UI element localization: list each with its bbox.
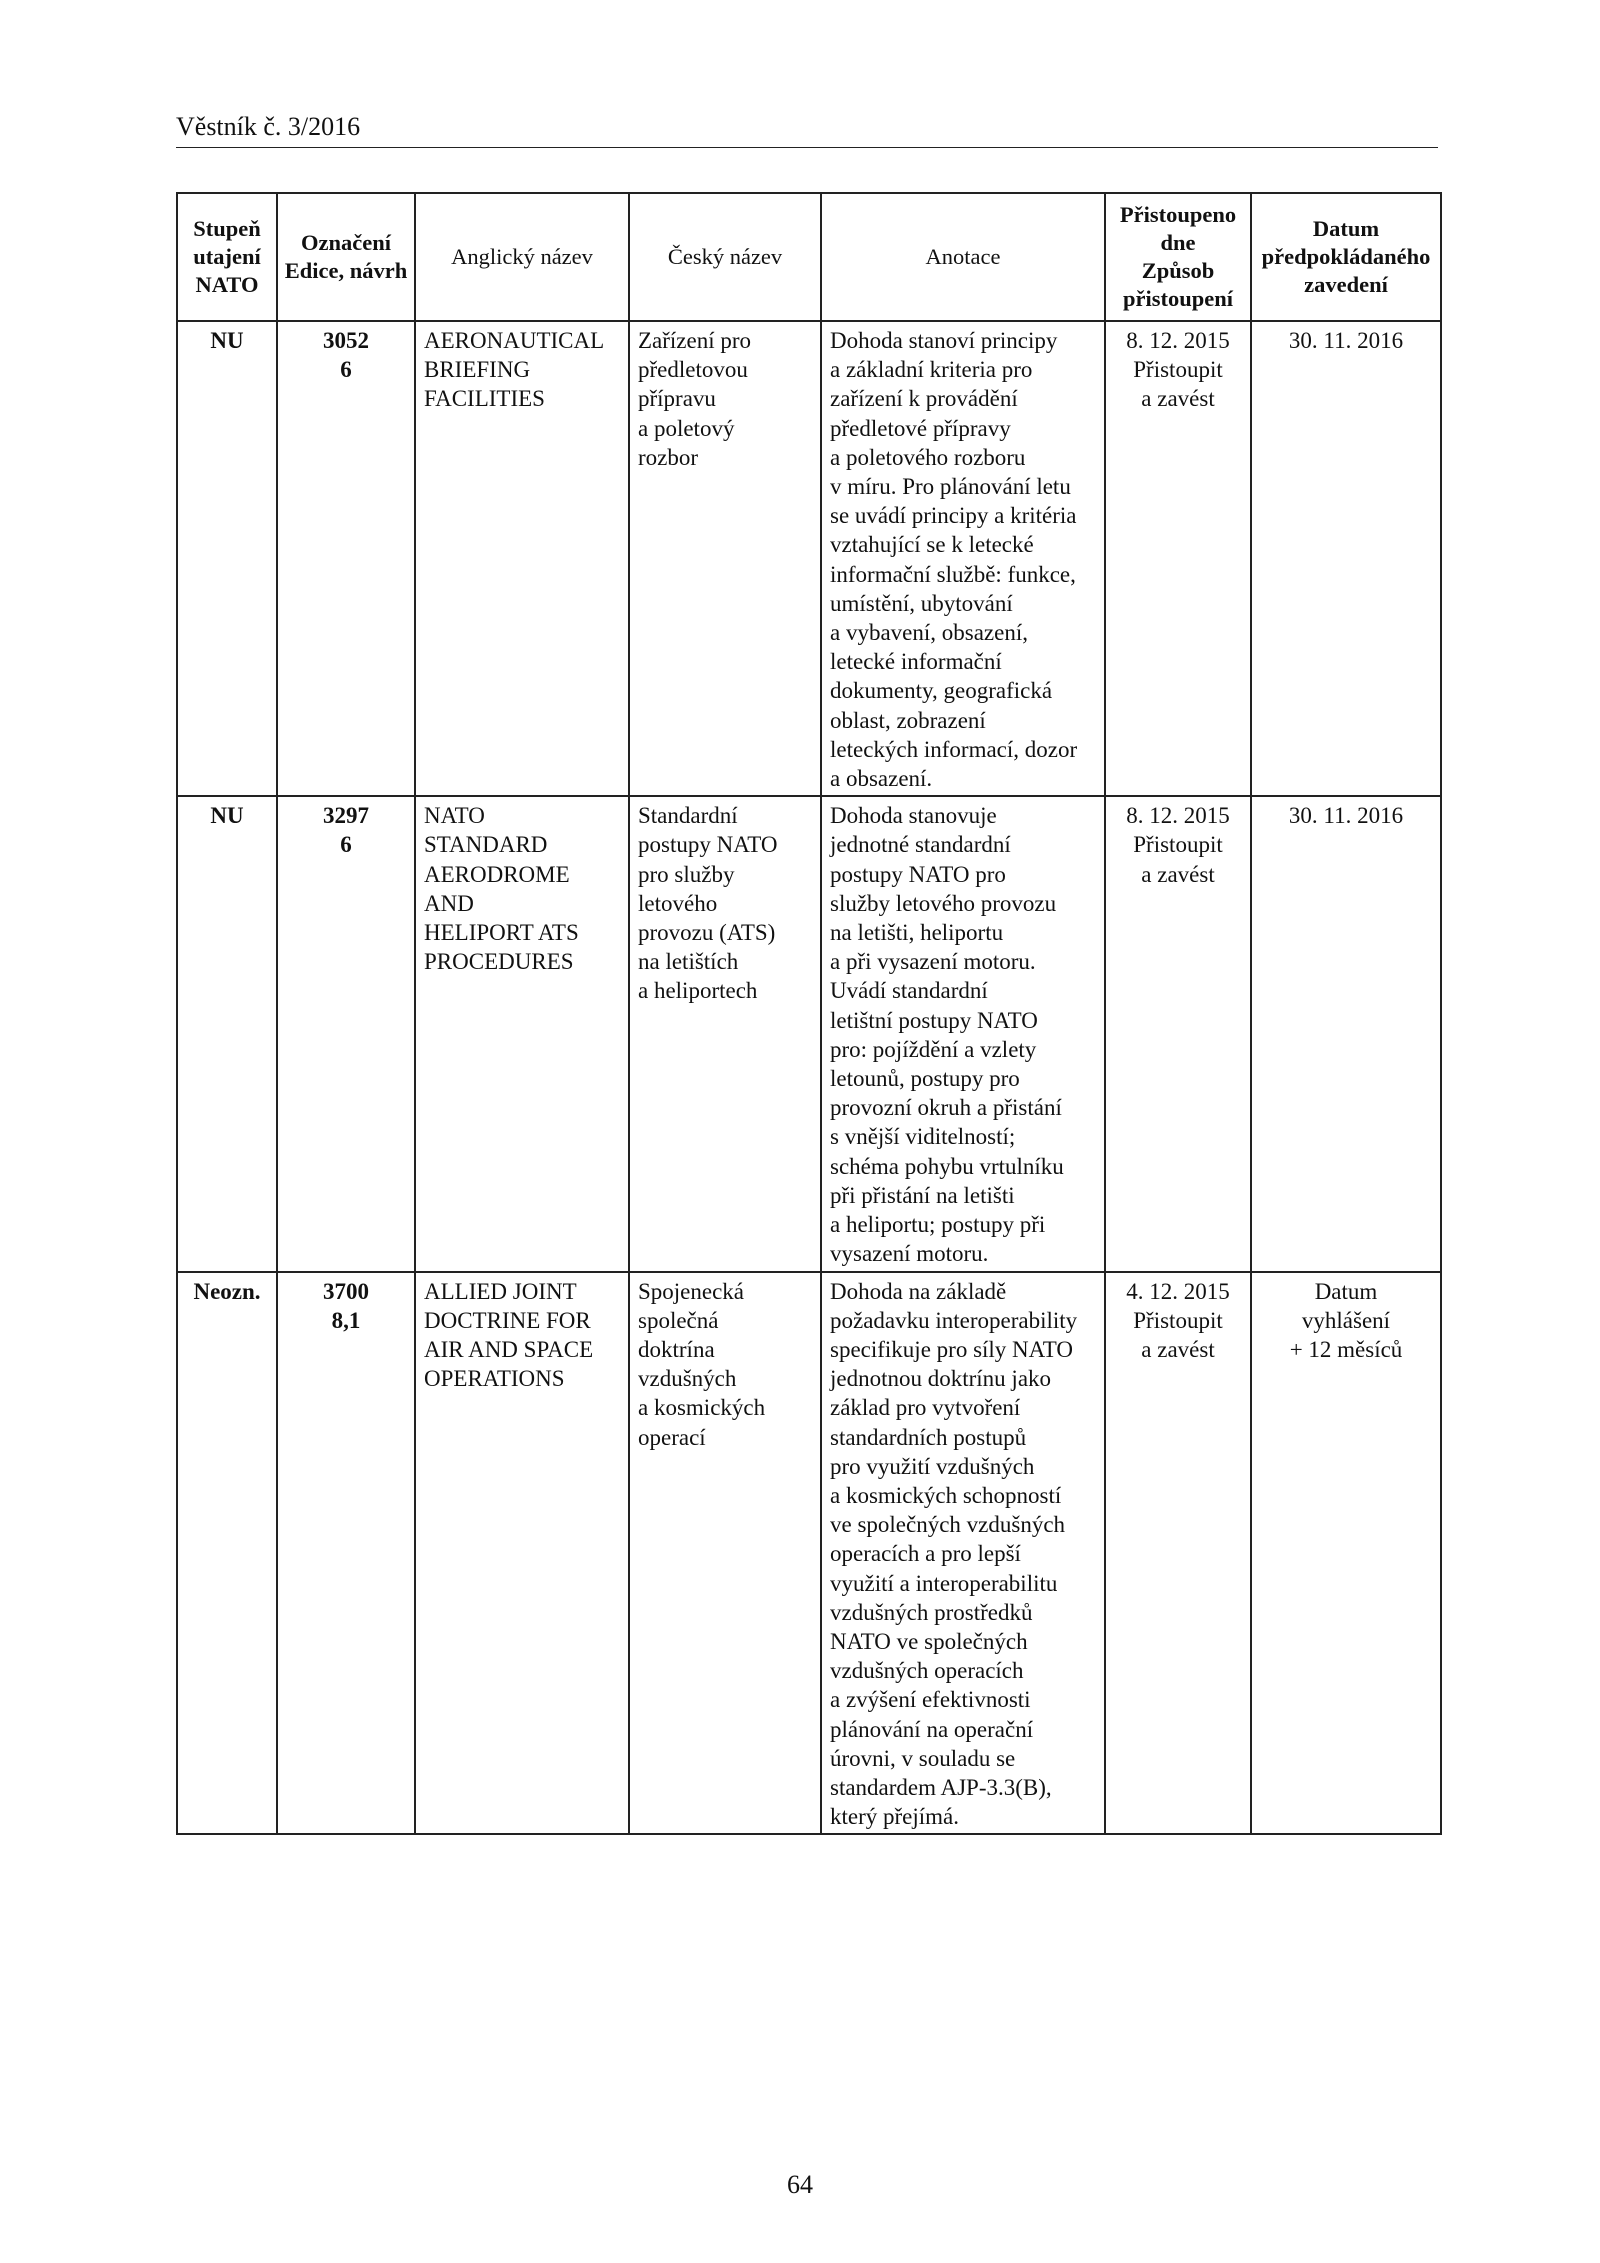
cell-line: a základní kriteria pro: [830, 357, 1033, 383]
cell-line: PROCEDURES: [424, 949, 574, 975]
cell-implementation: [1251, 1272, 1441, 1835]
col-header-designation: [277, 193, 415, 321]
cell-line: Uvádí standardní: [830, 978, 988, 1004]
cell-line: Dohoda na základě: [830, 1278, 1007, 1304]
cell-line: Standardní: [638, 803, 738, 829]
cell-line: vzdušných operacích: [830, 1658, 1024, 1684]
cell-line: 6: [340, 832, 352, 858]
cell-line: vyhlášení: [1301, 1307, 1391, 1333]
cell-line: ve společných vzdušných: [830, 1512, 1066, 1538]
cell-line: dokumenty, geografická: [830, 678, 1053, 704]
cell-line: a zavést: [1141, 861, 1215, 887]
cell-line: a zavést: [1141, 1336, 1215, 1362]
header-line: Označení: [301, 230, 391, 255]
cell-line: společná: [638, 1307, 719, 1333]
table-row: [177, 796, 1441, 1271]
cell-line: 3052: [323, 328, 369, 353]
cell-line: HELIPORT ATS: [424, 920, 579, 946]
cell-accession: [1105, 321, 1251, 796]
header-line: dne: [1160, 230, 1196, 255]
cell-line: a obsazení.: [830, 766, 933, 792]
cell-line: a vybavení, obsazení,: [830, 620, 1028, 646]
cell-line: postupy NATO pro: [830, 861, 1006, 887]
cell-line: ALLIED JOINT: [424, 1278, 577, 1304]
header-line: NATO: [195, 272, 259, 297]
cell-line: letištní postupy NATO: [830, 1007, 1038, 1033]
table-row: [177, 1272, 1441, 1835]
cell-line: BRIEFING: [424, 357, 531, 383]
cell-line: a heliportu; postupy při: [830, 1212, 1046, 1238]
cell-line: pro využití vzdušných: [830, 1453, 1035, 1479]
page-number: 64: [787, 2170, 813, 2199]
cell-line: s vnější viditelností;: [830, 1124, 1016, 1150]
cell-line: Přistoupit: [1133, 357, 1223, 383]
cell-line: DOCTRINE FOR: [424, 1307, 591, 1333]
cell-line: 4. 12. 2015: [1126, 1278, 1230, 1304]
cell-line: letového: [638, 890, 718, 916]
cell-line: úrovni, v souladu se: [830, 1745, 1016, 1771]
header-line: zavedení: [1304, 272, 1388, 297]
cell-line: oblast, zobrazení: [830, 707, 986, 733]
cell-line: Dohoda stanovuje: [830, 803, 997, 829]
cell-line: 3700: [323, 1278, 369, 1304]
cell-line: Dohoda stanoví principy: [830, 328, 1058, 353]
cell-annotation: [821, 321, 1105, 796]
cell-line: vzdušných prostředků: [830, 1599, 1033, 1625]
cell-line: operacích a pro lepší: [830, 1541, 1021, 1567]
col-header-implementation: [1251, 193, 1441, 321]
cell-line: předletovou: [638, 357, 748, 383]
cell-english-name: [415, 1272, 629, 1835]
cell-line: jednotné standardní: [830, 832, 1011, 858]
cell-line: provozu (ATS): [638, 920, 776, 946]
cell-line: přípravu: [638, 386, 716, 412]
cell-designation: [277, 1272, 415, 1835]
cell-line: AERODROME: [424, 861, 570, 887]
header-line: utajení: [193, 244, 261, 269]
cell-classification: NU: [177, 321, 277, 796]
cell-line: Přistoupit: [1133, 1307, 1223, 1333]
col-header-english-name: [415, 193, 629, 321]
cell-line: a poletový: [638, 415, 735, 441]
cell-line: AIR AND SPACE: [424, 1336, 594, 1362]
cell-line: se uvádí principy a kritéria: [830, 503, 1077, 529]
cell-designation: [277, 796, 415, 1271]
cell-line: na letištích: [638, 949, 739, 975]
cell-line: a při vysazení motoru.: [830, 949, 1036, 975]
col-header-annotation: [821, 193, 1105, 321]
cell-line: 3297: [323, 803, 369, 829]
cell-line: zařízení k provádění: [830, 386, 1018, 412]
cell-line: leteckých informací, dozor: [830, 736, 1078, 762]
cell-czech-name: [629, 1272, 821, 1835]
cell-line: vysazení motoru.: [830, 1241, 989, 1267]
cell-line: AND: [424, 890, 474, 916]
cell-english-name: [415, 796, 629, 1271]
cell-line: a heliportech: [638, 978, 758, 1004]
cell-classification: NU: [177, 796, 277, 1271]
cell-line: rozbor: [638, 444, 699, 470]
cell-annotation: [821, 1272, 1105, 1835]
cell-classification: Neozn.: [177, 1272, 277, 1835]
cell-line: a kosmických schopností: [830, 1482, 1062, 1508]
cell-accession: [1105, 1272, 1251, 1835]
cell-czech-name: [629, 321, 821, 796]
cell-line: a poletového rozboru: [830, 444, 1026, 470]
cell-line: + 12 měsíců: [1289, 1336, 1403, 1362]
header-line: přistoupení: [1122, 286, 1234, 311]
col-header-accession: [1105, 193, 1251, 321]
cell-line: základ pro vytvoření: [830, 1395, 1021, 1421]
cell-line: požadavku interoperability: [830, 1307, 1078, 1333]
header-rule: [176, 147, 1438, 148]
page-header-title: Věstník č. 3/2016: [176, 112, 361, 141]
cell-line: 8. 12. 2015: [1126, 803, 1230, 829]
cell-line: Zařízení pro: [638, 328, 752, 353]
cell-line: plánování na operační: [830, 1716, 1034, 1742]
cell-line: vztahující se k letecké: [830, 532, 1034, 558]
cell-line: 8. 12. 2015: [1126, 328, 1230, 353]
cell-line: informační službě: funkce,: [830, 561, 1076, 587]
cell-english-name: [415, 321, 629, 796]
cell-line: pro služby: [638, 861, 735, 887]
col-header-classification: [177, 193, 277, 321]
cell-implementation: [1251, 796, 1441, 1271]
cell-line: při přistání na letišti: [830, 1182, 1015, 1208]
cell-line: Spojenecká: [638, 1278, 745, 1304]
cell-line: NATO: [424, 803, 485, 829]
standards-table: [176, 192, 1442, 1835]
table-header-row: [177, 193, 1441, 321]
header-line: Český název: [667, 244, 783, 269]
cell-line: služby letového provozu: [830, 890, 1057, 916]
cell-line: letecké informační: [830, 649, 1002, 675]
cell-line: OPERATIONS: [424, 1366, 565, 1392]
cell-line: pro: pojíždění a vzlety: [830, 1036, 1037, 1062]
cell-annotation: [821, 796, 1105, 1271]
header-line: Stupeň: [193, 216, 261, 241]
cell-line: a zvýšení efektivnosti: [830, 1687, 1031, 1713]
table-row: [177, 321, 1441, 796]
header-line: předpokládaného: [1261, 244, 1431, 269]
header-line: Edice, návrh: [284, 258, 408, 283]
cell-line: který přejímá.: [830, 1804, 960, 1830]
cell-line: 8,1: [331, 1307, 361, 1333]
cell-line: a zavést: [1141, 386, 1215, 412]
cell-line: postupy NATO: [638, 832, 778, 858]
cell-line: Datum: [1314, 1278, 1378, 1304]
cell-line: 30. 11. 2016: [1288, 803, 1404, 829]
cell-line: FACILITIES: [424, 386, 545, 412]
header-line: Anotace: [925, 244, 1001, 269]
cell-line: STANDARD: [424, 832, 548, 858]
cell-accession: [1105, 796, 1251, 1271]
cell-line: využití a interoperabilitu: [830, 1570, 1058, 1596]
header-line: Datum: [1312, 216, 1380, 241]
cell-czech-name: [629, 796, 821, 1271]
cell-line: a kosmických: [638, 1395, 766, 1421]
cell-line: provozní okruh a přistání: [830, 1095, 1062, 1121]
header-line: Způsob: [1141, 258, 1215, 283]
cell-line: předletové přípravy: [830, 415, 1011, 441]
cell-line: AERONAUTICAL: [424, 328, 605, 353]
cell-line: specifikuje pro síly NATO: [830, 1336, 1073, 1362]
cell-line: v míru. Pro plánování letu: [830, 474, 1071, 500]
cell-line: standardem AJP-3.3(B),: [830, 1774, 1052, 1800]
col-header-czech-name: [629, 193, 821, 321]
header-line: Přistoupeno: [1119, 202, 1237, 227]
cell-line: vzdušných: [638, 1366, 737, 1392]
cell-line: umístění, ubytování: [830, 590, 1013, 616]
cell-line: na letišti, heliportu: [830, 920, 1004, 946]
cell-implementation: [1251, 321, 1441, 796]
cell-designation: [277, 321, 415, 796]
cell-line: doktrína: [638, 1336, 715, 1362]
cell-line: 6: [340, 357, 352, 383]
cell-line: letounů, postupy pro: [830, 1066, 1020, 1092]
cell-line: Přistoupit: [1133, 832, 1223, 858]
cell-line: NATO ve společných: [830, 1628, 1028, 1654]
header-line: Anglický název: [451, 244, 593, 269]
cell-line: standardních postupů: [830, 1424, 1027, 1450]
cell-line: operací: [638, 1424, 706, 1450]
cell-line: schéma pohybu vrtulníku: [830, 1153, 1064, 1179]
cell-line: jednotnou doktrínu jako: [830, 1366, 1052, 1392]
table-body: [177, 321, 1441, 1834]
cell-line: 30. 11. 2016: [1288, 328, 1404, 353]
